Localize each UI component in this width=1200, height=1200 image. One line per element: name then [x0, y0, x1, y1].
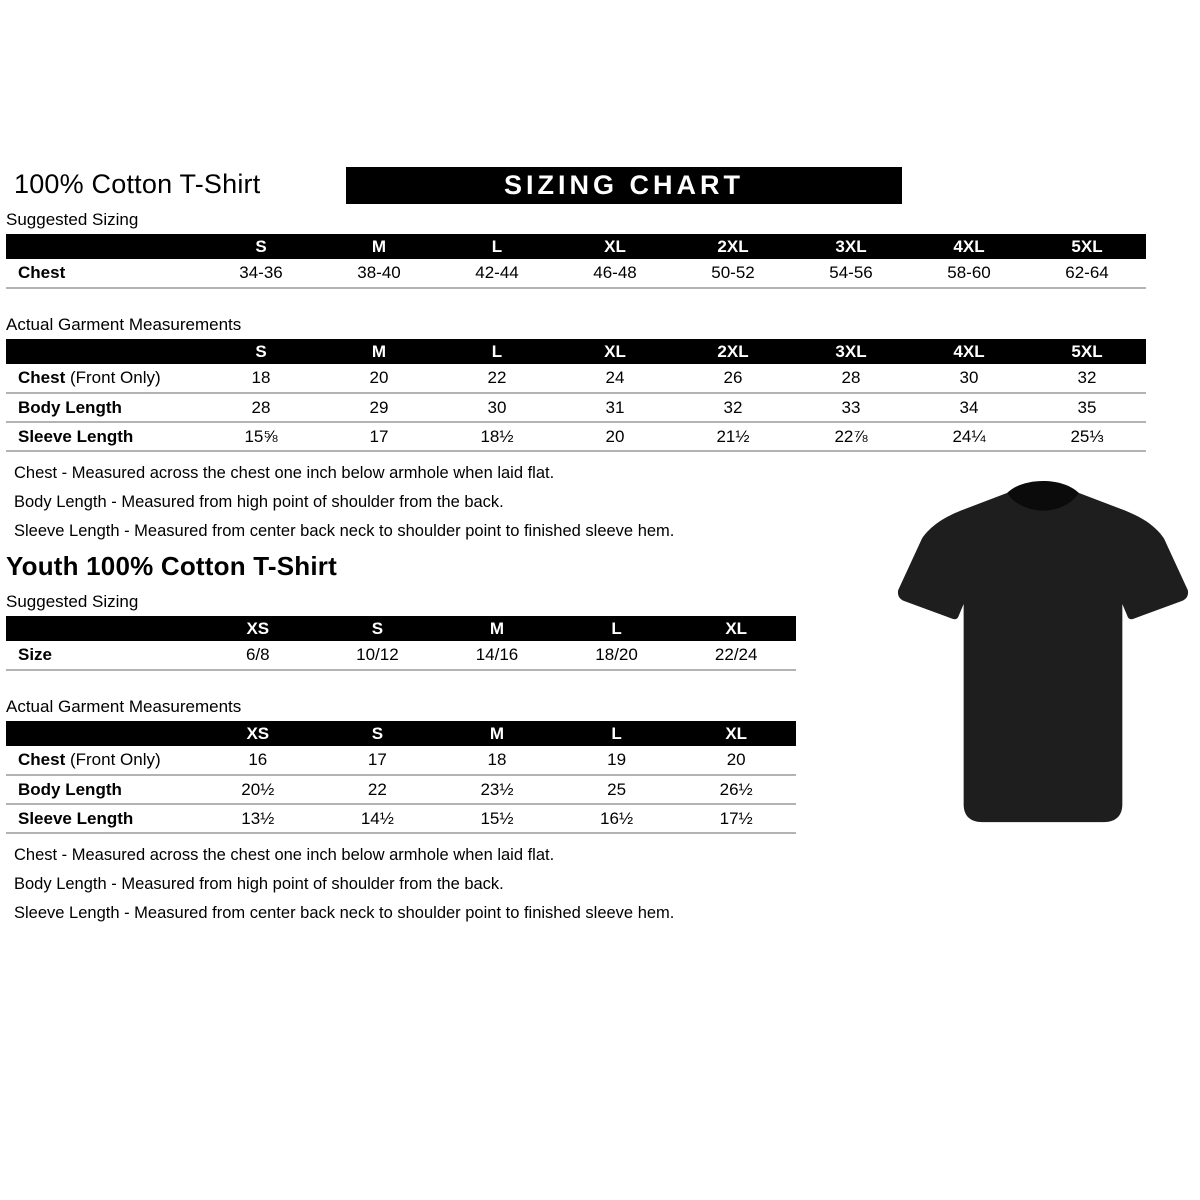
size-column-header: L	[557, 616, 677, 641]
size-column-header: L	[557, 721, 677, 746]
size-column-header: L	[438, 339, 556, 364]
measurement-value: 17	[318, 746, 438, 775]
youth-body-length-note: Body Length - Measured from high point of shoulder from the back.	[14, 875, 504, 893]
measurement-value: 30	[910, 364, 1028, 393]
measurement-value: 32	[674, 393, 792, 422]
measurement-value: 38-40	[320, 259, 438, 288]
measurement-value: 18/20	[557, 641, 677, 670]
measurement-value: 25⅓	[1028, 422, 1146, 451]
adult-actual-measurements-table	[6, 339, 1146, 452]
size-header-row	[6, 616, 796, 641]
row-label-column-header	[6, 234, 202, 259]
measurement-value: 32	[1028, 364, 1146, 393]
row-label: Chest (Front Only)	[6, 746, 198, 775]
measurement-row	[6, 364, 1146, 393]
measurement-value: 28	[792, 364, 910, 393]
size-column-header: 4XL	[910, 234, 1028, 259]
measurement-value: 20	[676, 746, 796, 775]
size-column-header: M	[320, 339, 438, 364]
measurement-value: 54-56	[792, 259, 910, 288]
measurement-value: 20	[556, 422, 674, 451]
size-column-header: 3XL	[792, 234, 910, 259]
measurement-value: 30	[438, 393, 556, 422]
measurement-value: 14½	[318, 804, 438, 833]
size-column-header: 4XL	[910, 339, 1028, 364]
size-column-header: M	[320, 234, 438, 259]
row-label-column-header	[6, 616, 198, 641]
measurement-value: 18½	[438, 422, 556, 451]
measurement-row	[6, 804, 796, 833]
size-column-header: S	[318, 616, 438, 641]
youth-suggested-sizing-label: Suggested Sizing	[6, 592, 139, 611]
measurement-value: 16	[198, 746, 318, 775]
size-column-header: 3XL	[792, 339, 910, 364]
measurement-value: 24	[556, 364, 674, 393]
size-column-header: XS	[198, 616, 318, 641]
measurement-value: 28	[202, 393, 320, 422]
size-column-header: XL	[556, 234, 674, 259]
row-label: Sleeve Length	[6, 804, 198, 833]
size-header-row	[6, 234, 1146, 259]
measurement-value: 19	[557, 746, 677, 775]
size-column-header: L	[438, 234, 556, 259]
measurement-value: 62-64	[1028, 259, 1146, 288]
measurement-value: 20	[320, 364, 438, 393]
adult-suggested-sizing-table	[6, 234, 1146, 289]
size-header-row	[6, 721, 796, 746]
size-column-header: S	[318, 721, 438, 746]
measurement-value: 15⅝	[202, 422, 320, 451]
measurement-value: 17	[320, 422, 438, 451]
measurement-value: 46-48	[556, 259, 674, 288]
measurement-value: 58-60	[910, 259, 1028, 288]
size-column-header: M	[437, 721, 557, 746]
measurement-value: 21½	[674, 422, 792, 451]
size-header-row	[6, 339, 1146, 364]
measurement-value: 14/16	[437, 641, 557, 670]
measurement-value: 26½	[676, 775, 796, 804]
measurement-value: 6/8	[198, 641, 318, 670]
row-label: Sleeve Length	[6, 422, 202, 451]
size-column-header: XL	[556, 339, 674, 364]
measurement-value: 22	[438, 364, 556, 393]
measurement-row	[6, 393, 1146, 422]
measurement-value: 29	[320, 393, 438, 422]
size-column-header: 2XL	[674, 339, 792, 364]
measurement-value: 18	[437, 746, 557, 775]
measurement-value: 31	[556, 393, 674, 422]
measurement-row	[6, 641, 796, 670]
row-label: Body Length	[6, 393, 202, 422]
tshirt-graphic	[893, 477, 1191, 842]
size-column-header: XL	[676, 616, 796, 641]
row-label: Body Length	[6, 775, 198, 804]
youth-actual-measurements-label: Actual Garment Measurements	[6, 697, 242, 716]
measurement-value: 13½	[198, 804, 318, 833]
size-column-header: M	[437, 616, 557, 641]
row-label-column-header	[6, 339, 202, 364]
measurement-value: 23½	[437, 775, 557, 804]
youth-chest-note: Chest - Measured across the chest one inch below armhole when laid flat.	[14, 846, 555, 864]
size-column-header: 5XL	[1028, 339, 1146, 364]
tshirt-product-image	[893, 477, 1191, 842]
measurement-value: 16½	[557, 804, 677, 833]
measurement-value: 33	[792, 393, 910, 422]
measurement-value: 22⅞	[792, 422, 910, 451]
youth-product-title: Youth 100% Cotton T-Shirt	[6, 551, 337, 581]
youth-measurement-notes	[6, 846, 1200, 923]
youth-actual-measurements-table	[6, 721, 796, 834]
adult-actual-measurements-label: Actual Garment Measurements	[6, 315, 242, 334]
measurement-value: 20½	[198, 775, 318, 804]
adult-body-length-note: Body Length - Measured from high point of shoulder from the back.	[14, 493, 504, 511]
row-label: Chest (Front Only)	[6, 364, 202, 393]
youth-suggested-sizing-table	[6, 616, 796, 671]
measurement-value: 17½	[676, 804, 796, 833]
measurement-value: 22/24	[676, 641, 796, 670]
measurement-row	[6, 746, 796, 775]
measurement-value: 26	[674, 364, 792, 393]
sizing-chart-banner: SIZING CHART	[346, 167, 902, 204]
measurement-value: 34	[910, 393, 1028, 422]
size-column-header: S	[202, 339, 320, 364]
measurement-row	[6, 422, 1146, 451]
measurement-value: 50-52	[674, 259, 792, 288]
measurement-value: 18	[202, 364, 320, 393]
row-label: Size	[6, 641, 198, 670]
product-title: 100% Cotton T-Shirt	[14, 169, 261, 199]
adult-suggested-sizing-label: Suggested Sizing	[6, 210, 139, 229]
tshirt-silhouette	[898, 485, 1188, 822]
measurement-value: 22	[318, 775, 438, 804]
adult-chest-note: Chest - Measured across the chest one inch below armhole when laid flat.	[14, 464, 555, 482]
size-column-header: 5XL	[1028, 234, 1146, 259]
measurement-value: 25	[557, 775, 677, 804]
measurement-row	[6, 259, 1146, 288]
youth-sleeve-length-note: Sleeve Length - Measured from center back neck to shoulder point to finished sleeve hem.	[14, 904, 675, 922]
measurement-value: 35	[1028, 393, 1146, 422]
adult-sleeve-length-note: Sleeve Length - Measured from center back neck to shoulder point to finished sleeve hem.	[14, 522, 675, 540]
row-label-column-header	[6, 721, 198, 746]
row-label: Chest	[6, 259, 202, 288]
measurement-value: 34-36	[202, 259, 320, 288]
page-header	[6, 166, 1200, 206]
measurement-value: 15½	[437, 804, 557, 833]
size-column-header: 2XL	[674, 234, 792, 259]
measurement-value: 24¼	[910, 422, 1028, 451]
measurement-row	[6, 775, 796, 804]
size-column-header: S	[202, 234, 320, 259]
measurement-value: 10/12	[318, 641, 438, 670]
size-column-header: XS	[198, 721, 318, 746]
size-column-header: XL	[676, 721, 796, 746]
measurement-value: 42-44	[438, 259, 556, 288]
